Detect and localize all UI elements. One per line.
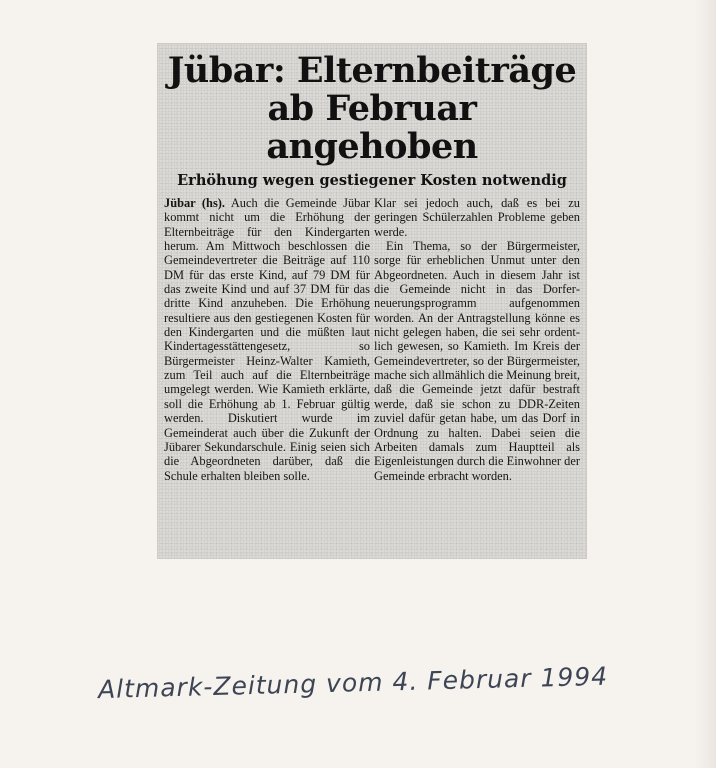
page-edge-shadow: [694, 0, 716, 768]
headline-line-2: ab Februar angehoben: [266, 88, 478, 167]
dateline: Jübar (hs).: [164, 196, 225, 210]
article-paragraph: [164, 196, 370, 483]
subheadline: Erhöhung wegen gestiegener Kosten notwendig: [177, 172, 567, 189]
headline-line-1: Jübar: Elternbeiträge: [167, 50, 577, 91]
newspaper-clipping: [158, 44, 586, 558]
headline: [164, 52, 580, 166]
article-column-2: [374, 196, 580, 483]
article-paragraph: Klar sei jedoch auch, daß es bei zu geringen Schülerzahlen Probleme geben werde.: [374, 196, 580, 239]
article-paragraph: Ein Thema, so der Bürgermeister, sorge für erheblichen Unmut unter den Abgeordneten. Auch in diesem Jahr ist die Gemeinde nicht in das Dorferneuerungsprogramm aufgenommen worden. An der Antragstellung könne es nicht gelegen haben, die sei sehr ordentlich gewesen, so Kamieth. Im Kreis der Gemeindevertreter, so der Bürgermeister, mache sich allmählich die Meinung breit, daß die Gemeinde jetzt dafür bestraft werde, daß sie schon zu DDR-Zeiten zuviel dafür getan habe, um das Dorf in Ordnung zu halten. Dabei seien die Arbeiten damals zum Hauptteil als Eigenleistungen durch die Einwohner der Gemeinde erbracht worden.: [374, 239, 580, 483]
column-1-text: Auch die Gemeinde Jübar kommt nicht um die Erhöhung der Elternbeiträge für den Kindergarten herum. Am Mittwoch beschlossen die Gemeindevertreter die Beiträge auf 110 DM für das erste Kind, auf 79 DM für das zweite Kind und auf 37 DM für das dritte Kind anzuheben. Die Erhöhung resultiere aus den gestiegenen Kosten für den Kindergarten und die müßten laut Kindertagesstättengesetz, so Bürgermeister Heinz-Walter Kamieth, zum Teil auch auf die Elternbeiträge umgelegt werden. Wie Kamieth erklärte, soll die Erhöhung ab 1. Februar gültig werden. Diskutiert wurde im Gemeinderat auch über die Zukunft der Jübarer Sekundarschule. Einig seien sich die Abgeordneten darüber, daß die Schule erhalten bleiben solle.: [164, 196, 370, 483]
article-columns: [164, 196, 580, 483]
handwritten-source-note: Altmark-Zeitung vom 4. Februar 1994: [97, 661, 609, 705]
article-column-1: [164, 196, 370, 483]
